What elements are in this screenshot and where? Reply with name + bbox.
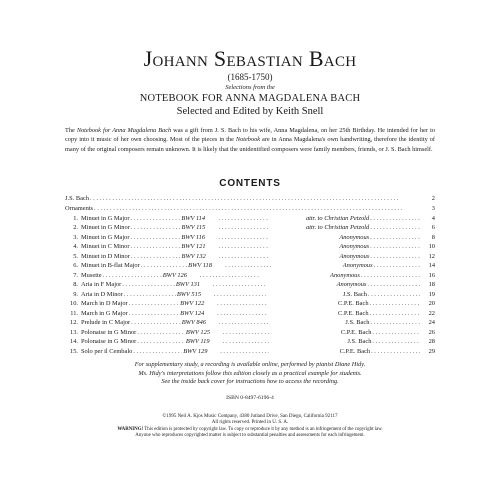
- toc-composer: Anonymous: [339, 233, 370, 241]
- toc-entry-number: 1.: [73, 214, 78, 222]
- toc-bwv-number: BWV 119: [185, 338, 210, 346]
- toc-entry-title: Solo per il Cembalo: [81, 347, 133, 355]
- toc-section-row: [65, 204, 435, 214]
- toc-entry-number: 2.: [73, 224, 78, 232]
- contents-heading: CONTENTS: [219, 178, 281, 189]
- warning-label: WARNING!: [117, 427, 144, 432]
- toc-leader-dots: [223, 328, 271, 338]
- toc-composer: Anonymous: [342, 262, 373, 270]
- toc-entry-title: March in G Major: [81, 309, 128, 317]
- toc-composer: C.P.E. Bach: [338, 309, 369, 317]
- toc-entry-title: Minuet in G Major: [81, 214, 130, 222]
- toc-composer: C.P.E. Bach: [340, 328, 372, 336]
- toc-bwv-number: BWV 122: [180, 300, 205, 308]
- toc-entry-title: Minuet in C Minor: [81, 243, 130, 251]
- supplementary-line-2: Ms. Hidy's interpretations follow this edition closely as a practical example for students.: [138, 369, 362, 377]
- warning-line-2: Anyone who reproduces copyrighted matter is subject to substantial penalties and assessments for each infringement.: [135, 433, 365, 438]
- toc-leader-dots: [137, 337, 185, 347]
- supplementary-line-1: For supplementary study, a recording is available online, performed by pianist Diane Hidy.: [134, 361, 366, 368]
- toc-composer: attr. to Christian Petzold: [305, 214, 370, 222]
- toc-leader-dots: [218, 214, 268, 224]
- toc-leader-dots: [219, 223, 269, 233]
- toc-entry-row: [65, 290, 435, 300]
- supplementary-note: [75, 361, 425, 387]
- toc-entry-number: 3.: [73, 233, 78, 241]
- toc-entry-row: [65, 252, 435, 262]
- toc-bwv-number: BWV 115: [181, 224, 206, 232]
- toc-page-number: 19: [428, 290, 435, 298]
- toc-leader-dots: [370, 252, 420, 262]
- toc-page-number: 6: [431, 224, 435, 232]
- toc-leader-dots: [370, 242, 420, 252]
- toc-leader-dots: [131, 223, 181, 233]
- toc-entry-title: Minuet in G Major: [81, 233, 130, 241]
- toc-bwv-number: BWV 124: [180, 309, 205, 317]
- toc-leader-dots: [361, 271, 420, 281]
- toc-bwv-number: BWV 515: [176, 290, 202, 298]
- toc-page-number: 24: [428, 319, 435, 327]
- toc-composer: J.S. Bach: [345, 319, 370, 327]
- toc-leader-dots: [131, 318, 181, 328]
- music-book-page: [55, 0, 445, 500]
- toc-leader-dots: [129, 299, 179, 309]
- toc-page-number: 12: [428, 252, 435, 260]
- toc-leader-dots: [124, 290, 176, 300]
- toc-leader-dots: [223, 337, 271, 347]
- copyright-line-2: All rights reserved. Printed in U. S. A.: [211, 420, 289, 425]
- toc-leader-dots: [372, 337, 420, 347]
- toc-leader-dots: [130, 242, 180, 252]
- toc-entry-number: 9.: [73, 290, 78, 298]
- composer-title: Johann Sebastian Bach: [143, 46, 357, 71]
- toc-section-row: [65, 194, 435, 204]
- toc-entry-number: 4.: [73, 243, 78, 251]
- toc-entry-title: Musette: [81, 271, 102, 279]
- toc-leader-dots: [133, 347, 182, 357]
- toc-bwv-number: BWV 846: [181, 319, 206, 327]
- toc-composer: attr. to Christian Petzold: [306, 224, 370, 232]
- toc-entry-row: [65, 223, 435, 233]
- toc-entry-number: 13.: [70, 328, 78, 336]
- toc-leader-dots: [218, 242, 268, 252]
- toc-leader-dots: [370, 309, 420, 319]
- toc-leader-dots: [217, 299, 267, 309]
- intro-notebook-italic-2: Notebook: [235, 136, 261, 144]
- toc-composer: C.P.E. Bach: [338, 300, 369, 308]
- supplementary-line-3: See the inside back cover for instructions how to access the recording.: [161, 378, 339, 386]
- selections-from-label: Selections from the: [225, 84, 275, 91]
- copyright-warning: [63, 427, 437, 439]
- toc-bwv-number: BWV 114: [181, 214, 206, 222]
- toc-composer: J.S. Bach: [347, 338, 372, 346]
- intro-text-1: The: [65, 127, 77, 134]
- toc-entry-title: Aria in F Major: [81, 281, 122, 289]
- toc-entry-number: 15.: [70, 347, 78, 355]
- toc-leader-dots: [213, 280, 266, 290]
- toc-bwv-number: BWV 132: [181, 252, 206, 260]
- toc-composer: Anonymous: [339, 252, 370, 260]
- toc-leader-dots: [130, 233, 180, 243]
- toc-page-number: 16: [428, 271, 435, 279]
- toc-leader-dots: [220, 347, 269, 357]
- toc-bwv-number: BWV 118: [188, 262, 212, 270]
- toc-entry-title: Prelude in C Major: [81, 319, 131, 327]
- toc-leader-dots: [137, 328, 185, 338]
- toc-leader-dots: [370, 233, 420, 243]
- toc-leader-dots: [370, 318, 420, 328]
- toc-entry-row: [65, 318, 435, 328]
- toc-page-number: 8: [431, 233, 435, 241]
- toc-leader-dots: [131, 252, 181, 262]
- toc-leader-dots: [370, 214, 420, 224]
- toc-entry-number: 12.: [70, 319, 78, 327]
- toc-leader-dots: [200, 271, 259, 281]
- toc-composer: J.S. Bach: [342, 290, 367, 298]
- toc-page-number: 18: [428, 281, 435, 289]
- toc-entry-number: 14.: [70, 338, 78, 346]
- toc-page-number: 26: [428, 328, 435, 336]
- composer-dates: (1685-1750): [227, 72, 273, 82]
- toc-entry-number: 7.: [73, 271, 78, 279]
- toc-entry-title: Minuet in G Minor: [81, 224, 130, 232]
- toc-entry-row: [65, 309, 435, 319]
- toc-entry-row: [65, 328, 435, 338]
- toc-entry-title: Aria in D Minor: [81, 290, 123, 298]
- toc-bwv-number: BWV 131: [175, 281, 201, 289]
- toc-leader-dots: [103, 271, 162, 281]
- warning-text-1: This edition is protected by copyright law. To copy or reproduce it by any method is an infringement of the copyright law.: [143, 427, 383, 432]
- toc-leader-dots: [368, 290, 420, 300]
- intro-text-2: was a gift from J. S. Bach to his wife, Anna Magdalena, on her 25th Birthday. He intended for her to copy into it music of her own choosing. Most of the pieces in the: [65, 127, 435, 144]
- toc-entry-number: 6.: [73, 262, 78, 270]
- toc-bwv-number: BWV 125: [185, 328, 211, 336]
- toc-leader-dots: [219, 318, 269, 328]
- toc-entry-row: [65, 299, 435, 309]
- toc-leader-dots: [370, 223, 420, 233]
- toc-page-number: 4: [431, 214, 435, 222]
- toc-bwv-number: BWV 116: [181, 233, 206, 241]
- toc-leader-dots: [372, 328, 420, 338]
- toc-composer: Anonymous: [336, 281, 367, 289]
- toc-leader-dots: [367, 280, 420, 290]
- intro-notebook-italic: Notebook for Anna Magdalena Bach: [76, 127, 172, 134]
- toc-entry-title: Polonaise in G Minor: [81, 328, 137, 336]
- toc-leader-dots: [141, 261, 187, 271]
- toc-leader-dots: [225, 261, 271, 271]
- toc-section-title: J.S. Bach: [65, 195, 89, 202]
- toc-composer: Anonymous: [330, 271, 360, 279]
- toc-leader-dots: [218, 233, 268, 243]
- toc-leader-dots: [129, 309, 179, 319]
- toc-bwv-number: BWV 129: [183, 347, 208, 355]
- toc-entry-number: 10.: [70, 300, 78, 308]
- toc-entry-number: 11.: [70, 309, 78, 317]
- toc-leader-dots: [90, 194, 420, 204]
- toc-leader-dots: [94, 204, 420, 214]
- copyright-line-1: ©1995 Neil A. Kjos Music Company, 4380 Jutland Drive, San Diego, California 92117: [162, 414, 338, 419]
- toc-leader-dots: [122, 280, 175, 290]
- toc-entry-row: [65, 337, 435, 347]
- toc-leader-dots: [130, 214, 180, 224]
- toc-leader-dots: [370, 299, 420, 309]
- toc-entry-title: Minuet in D Minor: [81, 252, 130, 260]
- toc-entry-title: Polonaise in G Minor: [81, 338, 137, 346]
- notebook-title: NOTEBOOK FOR ANNA MAGDALENA BACH: [139, 93, 361, 104]
- toc-composer: Anonymous: [339, 243, 370, 251]
- toc-leader-dots: [374, 261, 420, 271]
- toc-entry-row: [65, 242, 435, 252]
- toc-entry-row: [65, 214, 435, 224]
- toc-composer: C.P.E. Bach: [339, 347, 371, 355]
- toc-page-number: 22: [428, 309, 435, 317]
- intro-paragraph: [65, 126, 435, 154]
- toc-entry-row: [65, 280, 435, 290]
- toc-leader-dots: [219, 252, 269, 262]
- table-of-contents: [65, 194, 435, 356]
- toc-page-number: 20: [428, 300, 435, 308]
- toc-entry-number: 5.: [73, 252, 78, 260]
- toc-page-number: 29: [428, 347, 435, 355]
- toc-leader-dots: [214, 290, 266, 300]
- toc-entry-row: [65, 347, 435, 357]
- toc-section-title: Ornaments: [65, 204, 94, 212]
- toc-entry-number: 8.: [73, 281, 78, 289]
- toc-leader-dots: [217, 309, 267, 319]
- toc-page-number: 28: [428, 338, 435, 346]
- isbn-number: ISBN 0-8497-6196-4: [226, 395, 274, 401]
- toc-bwv-number: BWV 121: [181, 243, 206, 251]
- toc-bwv-number: BWV 126: [162, 271, 187, 279]
- toc-entry-title: March in D Major: [81, 300, 128, 308]
- toc-entry-title: Minuet in B-flat Major: [81, 262, 140, 270]
- toc-page-number: 14: [428, 262, 435, 270]
- toc-page-number: 2: [431, 195, 435, 202]
- toc-leader-dots: [371, 347, 420, 357]
- toc-entry-row: [65, 233, 435, 243]
- intro-text-3: are in Anna Magdalena's own handwriting, therefore the identity of many of the original composers remain unknown. It is likely that the unidentified composers were family members, friends, or J. S. Bach himself.: [65, 136, 435, 153]
- toc-entry-row: [65, 261, 435, 271]
- toc-page-number: 10: [428, 243, 435, 251]
- editor-credit: Selected and Edited by Keith Snell: [176, 106, 324, 117]
- toc-entry-row: [65, 271, 435, 281]
- copyright-notice: [55, 414, 445, 426]
- toc-page-number: 3: [431, 204, 435, 212]
